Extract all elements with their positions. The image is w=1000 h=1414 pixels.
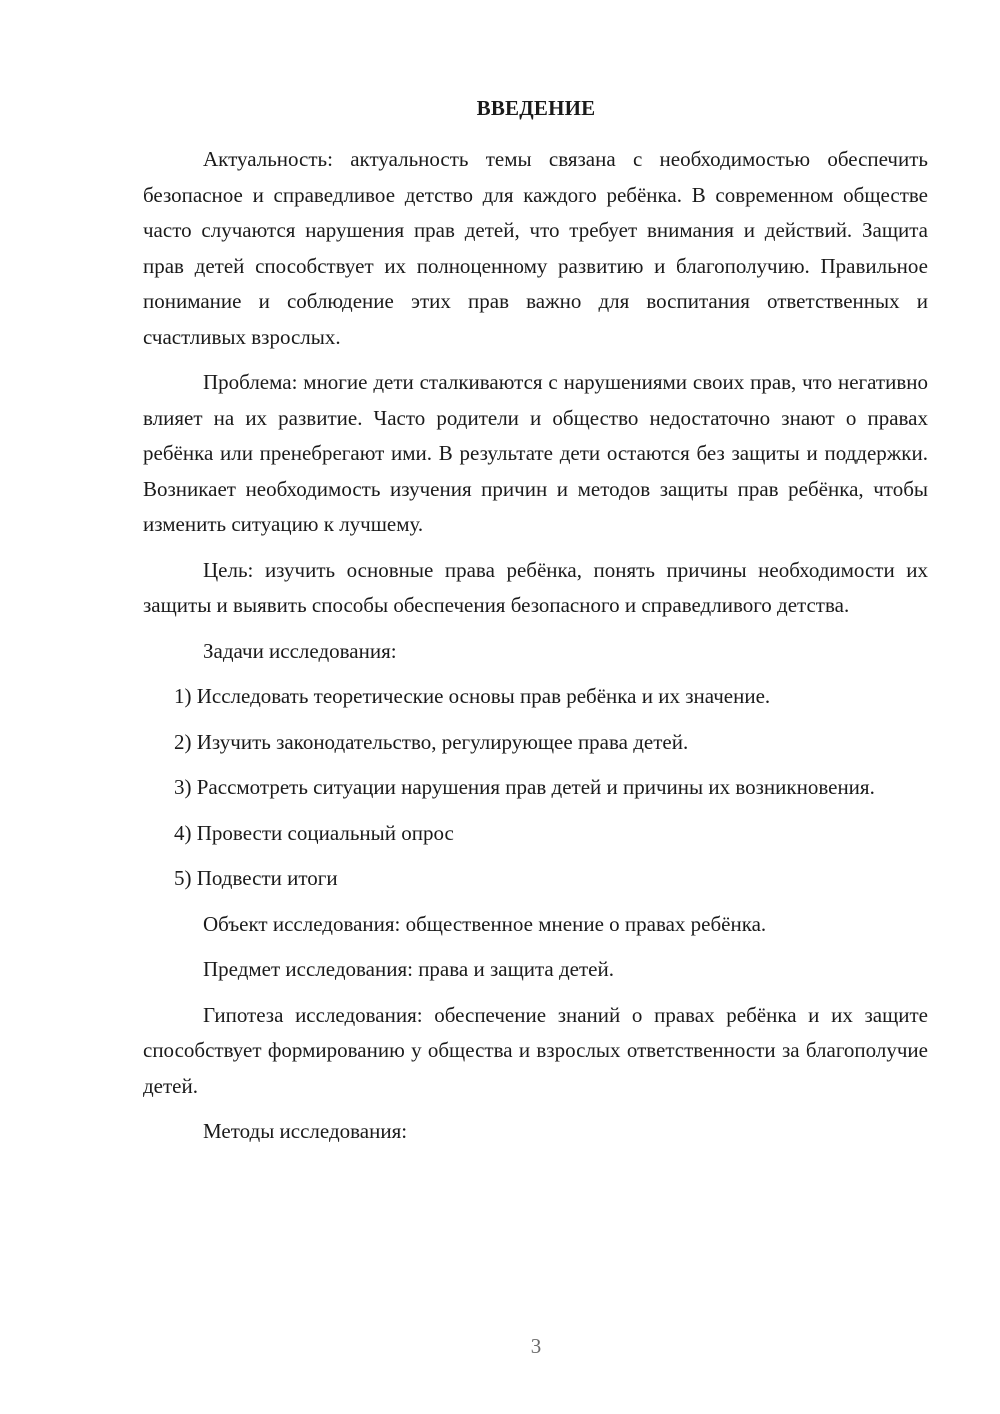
paragraph-relevance: Актуальность: актуальность темы связана с необходимостью обеспечить безопасное и справедливое детство для каждого ребёнка. В современном обществе часто случаются нарушения прав детей, что требует внимания и действий. Защита прав детей способствует их полноценному развитию и благополучию. Правильное понимание и соблюдение этих прав важно для воспитания ответственных и счастливых взрослых.: [143, 147, 928, 349]
paragraph-goal: Цель: изучить основные права ребёнка, понять причины необходимости их защиты и выявить способы обеспечения безопасного и справедливого детства.: [143, 557, 928, 617]
paragraph-hypothesis: Гипотеза исследования: обеспечение знаний о правах ребёнка и их защите способствует формированию у общества и взрослых ответственности за благополучие детей.: [143, 1002, 928, 1098]
paragraph-object: Объект исследования: общественное мнение о правах ребёнка.: [203, 911, 767, 936]
task-item: 1) Исследовать теоретические основы прав ребёнка и их значение.: [174, 684, 771, 708]
paragraph-tasks-label: Задачи исследования:: [203, 638, 397, 663]
page-number: 3: [530, 1334, 542, 1358]
section-heading: ВВЕДЕНИЕ: [476, 96, 596, 120]
paragraph-subject: Предмет исследования: права и защита детей.: [203, 957, 614, 981]
task-item: 5) Подвести итоги: [174, 866, 338, 890]
task-item: 2) Изучить законодательство, регулирующее права детей.: [174, 729, 689, 754]
task-item: 4) Провести социальный опрос: [174, 820, 454, 845]
document-body: [143, 142, 928, 1150]
task-item: 3) Рассмотреть ситуации нарушения прав детей и причины их возникновения.: [174, 775, 875, 799]
paragraph-problem: Проблема: многие дети сталкиваются с нарушениями своих прав, что негативно влияет на их развитие. Часто родители и общество недостаточно знают о правах ребёнка или пренебрегают ими. В результате дети остаются без защиты и поддержки. Возникает необходимость изучения причин и методов защиты прав ребёнка, чтобы изменить ситуацию к лучшему.: [143, 370, 928, 536]
paragraph-methods-label: Методы исследования:: [203, 1119, 408, 1143]
